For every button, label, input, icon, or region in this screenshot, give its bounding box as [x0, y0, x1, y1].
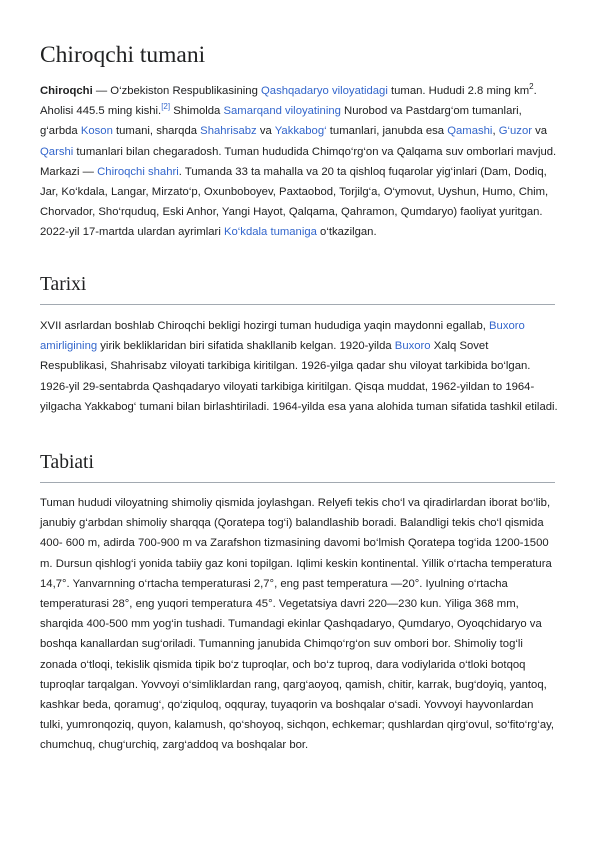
intro-text: . Aholisi 445.5 ming kishi. — [40, 85, 537, 118]
link-guzor[interactable]: G‘uzor — [498, 125, 532, 138]
link-qashqadaryo-viloyati[interactable]: Qashqadaryo viloyatidagi — [261, 85, 388, 97]
intro-text: — O‘zbekiston Respublikasining — [92, 85, 261, 97]
intro-text: tumanlari bilan chegaradosh. Tuman hududida Chimqo‘rg‘on va Qalqama suv omborlari mavjud. Markazi — — [40, 145, 557, 178]
intro-paragraph — [40, 81, 558, 243]
link-kokdala-tumani[interactable]: Ko‘kdala tumaniga — [223, 226, 317, 239]
intro-text: tuman. Hududi 2.8 ming km — [387, 85, 530, 97]
superscript-2: 2 — [529, 82, 534, 92]
intro-text: Shimolda — [170, 105, 224, 118]
link-samarqand-viloyati[interactable]: Samarqand viloyatining — [223, 105, 341, 118]
intro-text: Nurobod va Pastdarg‘om tumanlari, g‘arbda — [40, 105, 522, 138]
tabiati-paragraph: Tuman hududi viloyatning shimoliy qismida joylashgan. Relyefi tekis cho‘l va qiradirlardan iborat bo‘lib, janubiy g‘arbdan shimoliy sharqqa (Qoratepa tog‘i) balandlashib boradi. Balandligi tekis cho‘l qismida 400- 600 m, adirda 700-900 m va Zarafshon tizmasining davomi bo‘lmish Qoratepa tog‘ida 1200-1500 m. Dursun qishlog‘i yonida tabiiy gaz koni topilgan. Iqlimi keskin kontinental. Yillik o‘rtacha temperatura 14,7°. Yanvarnning o‘rtacha temperaturasi 2,7°, eng past temperatura —20°. Iyulning o‘rtacha temperaturasi 28°, eng yuqori temperatura 45°. Vegetatsiya davri 220—230 kun. Yiliga 368 mm, sharqida 400-500 mm yog‘in tushadi. Tumandagi ekinlar Qashqadaryo, Qumdaryo, Oyoqchidaryo va boshqa kanallardan sug‘oriladi. Tumanning janubida Chimqo‘rg‘on suv ombori bor. Shimoliy tog‘li zonada o‘tloqi, tekislik qismida tipik bo‘z tuproqlar, och bo‘z tuproq, dara vodiylarida o‘tloki botqoq tuproqlar tarqalgan. Yovvoyi o‘simliklardan rang, qarg‘aoyoq, qamish, chitir, karrak, bug‘doyiq, yantoq, kashkar beda, qoramug‘, qo‘ziquloq, oqquray, tuyaqorin va boshqalar o‘sadi. Yovvoyi hayvonlardan tulki, yumronqoziq, quyon, kalamush, qo‘shoyoq, sichqon, echkemar; qushlardan qirg‘ovul, so‘fito‘rg‘ay, chumchuq, chug‘urchiq, zarg‘addoq va boshqalar bor. — [40, 497, 555, 752]
intro-text: va — [256, 125, 275, 138]
intro-text: , — [492, 125, 499, 138]
intro-text: tumanlari, janubda esa — [326, 125, 448, 138]
link-qamashi[interactable]: Qamashi — [447, 125, 493, 138]
tarixi-text: Xalq Sovet Respublikasi, Shahrisabz viloyati tarkibiga kiritilgan. 1926-yilga qadar shu viloyat tarkibida bo‘lgan. 1926-yil 29-sentabrda Qashqadaryo viloyati tarkibiga kiritilgan. Qisqa muddat, 1962-yildan to 1964-yilgacha Yakkabog‘ tumani bilan birlashtiriladi. 1964-yilda esa yana alohida tuman sifatida tashkil etiladi. — [40, 340, 558, 413]
section-divider — [40, 482, 555, 483]
section-heading-tabiati: Tabiati — [40, 452, 94, 473]
reference-link[interactable]: [2] — [161, 102, 171, 112]
intro-text: o‘tkazilgan. — [316, 226, 377, 239]
intro-text: tumani, sharqda — [112, 125, 201, 138]
link-buxoro[interactable]: Buxoro — [394, 340, 431, 353]
tarixi-text: XVII asrlardan boshlab Chiroqchi bekligi hozirgi tuman hududiga yaqin maydonni egallab, — [40, 320, 490, 332]
tarixi-paragraph — [40, 316, 558, 417]
link-chiroqchi-shahri[interactable]: Chiroqchi shahri — [97, 165, 179, 178]
article-subject: Chiroqchi — [40, 85, 93, 97]
intro-text: . Tumanda 33 ta mahalla va 20 ta qishloq fuqarolar yig‘inlari (Dam, Dodiq, Jar, Ko‘kdala, Langar, Mirzato‘p, Oxunboboyev, Paxtaobod, Torjilg‘a, O‘ymovut, Uyshun, Humo, Chim, Chorvador, Sho‘rquduq, Eski Anhor, Yangi Hayot, Qalqama, Qahramon, Qumdaryo) faoliyat yuritgan. 2022-yil 17-martda ulardan ayrimlari — [40, 165, 549, 239]
intro-text: va — [532, 125, 548, 138]
section-heading-tarixi: Tarixi — [40, 274, 87, 295]
link-koson[interactable]: Koson — [80, 125, 113, 138]
link-shahrisabz[interactable]: Shahrisabz — [200, 125, 257, 138]
page-title: Chiroqchi tumani — [40, 42, 206, 68]
tarixi-text: yirik bekliklaridan biri sifatida shakllanib kelgan. 1920-yilda — [97, 340, 395, 353]
section-divider — [40, 304, 555, 305]
link-qarshi[interactable]: Qarshi — [40, 145, 74, 158]
link-buxoro-amirligi[interactable]: Buxoro amirligining — [40, 320, 525, 353]
link-yakkabog[interactable]: Yakkabog‘ — [274, 125, 327, 138]
